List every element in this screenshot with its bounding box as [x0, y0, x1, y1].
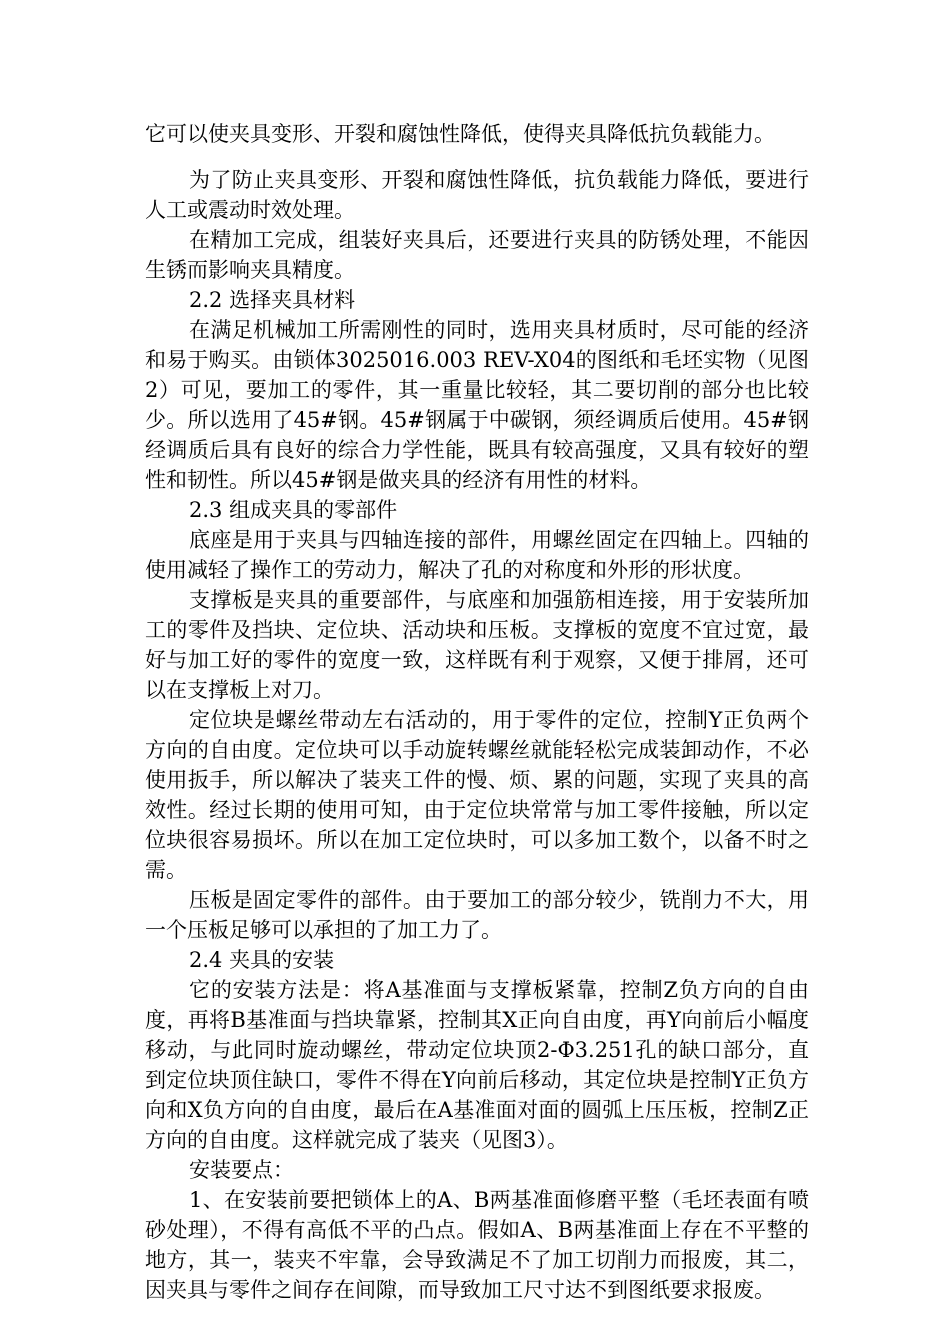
paragraph-support-plate: 支撑板是夹具的重要部件，与底座和加强筋相连接，用于安装所加工的零件及挡块、定位块、活动块和压板。支撑板的宽度不宜过宽，最好与加工好的零件的宽度一致，这样既有利于观察，又便于排屑，还可以在支撑板上对刀。 — [145, 588, 809, 702]
paragraph-locating-block: 定位块是螺丝带动左右活动的，用于零件的定位，控制Y正负两个方向的自由度。定位块可以手动旋转螺丝就能轻松完成装卸动作，不必使用扳手，所以解决了装夹工件的慢、烦、累的问题，实现了夹具的高效性。经过长期的使用可知，由于定位块常常与加工零件接触，所以定位块很容易损坏。所以在加工定位块时，可以多加工数个，以备不时之需。 — [145, 708, 809, 882]
paragraph-material-selection: 在满足机械加工所需刚性的同时，选用夹具材质时，尽可能的经济和易于购买。由锁体3025016.003 REV-X04的图纸和毛坯实物（见图2）可见，要加工的零件，其一重量比较轻，其二要切削的部分也比较少。所以选用了45#钢。45#钢属于中碳钢，须经调质后使用。45#钢经调质后具有良好的综合力学性能，既具有较高强度，又具有较好的塑性和韧性。所以45#钢是做夹具的经济有用性的材料。 — [145, 318, 809, 492]
document-body — [145, 119, 809, 1305]
paragraph-installation-point-1: 1、在安装前要把锁体上的A、B两基准面修磨平整（毛坯表面有喷砂处理），不得有高低不平的凸点。假如A、B两基准面上存在不平整的地方，其一，装夹不牢靠，会导致满足不了加工切削力而报废，其二，因夹具与零件之间存在间隙，而导致加工尺寸达不到图纸要求报废。 — [145, 1188, 809, 1302]
paragraph-rust-prevention: 在精加工完成，组装好夹具后，还要进行夹具的防锈处理，不能因生锈而影响夹具精度。 — [145, 228, 809, 282]
paragraph-installation-method: 它的安装方法是：将A基准面与支撑板紧靠，控制Z负方向的自由度，再将B基准面与挡块靠紧，控制其X正向自由度，再Y向前后小幅度移动，与此同时旋动螺丝，带动定位块顶2-Φ3.251孔的缺口部分，直到定位块顶住缺口，零件不得在Y向前后移动，其定位块是控制Y正负方向和X负方向的自由度，最后在A基准面对面的圆弧上压压板，控制Z正方向的自由度。这样就完成了装夹（见图3）。 — [145, 978, 809, 1152]
section-heading-2-3: 2.3 组成夹具的零部件 — [189, 498, 398, 522]
paragraph-continuation: 它可以使夹具变形、开裂和腐蚀性降低，使得夹具降低抗负载能力。 — [145, 122, 775, 146]
paragraph-pressure-plate: 压板是固定零件的部件。由于要加工的部分较少，铣削力不大，用一个压板足够可以承担的了加工力了。 — [145, 888, 809, 942]
paragraph-aging-treatment: 为了防止夹具变形、开裂和腐蚀性降低，抗负载能力降低，要进行人工或震动时效处理。 — [145, 168, 809, 222]
paragraph-base: 底座是用于夹具与四轴连接的部件，用螺丝固定在四轴上。四轴的使用减轻了操作工的劳动力，解决了孔的对称度和外形的形状度。 — [145, 528, 809, 582]
section-heading-2-2: 2.2 选择夹具材料 — [189, 288, 356, 312]
section-heading-2-4: 2.4 夹具的安装 — [189, 948, 335, 972]
paragraph-installation-points-label: 安装要点： — [189, 1158, 294, 1182]
